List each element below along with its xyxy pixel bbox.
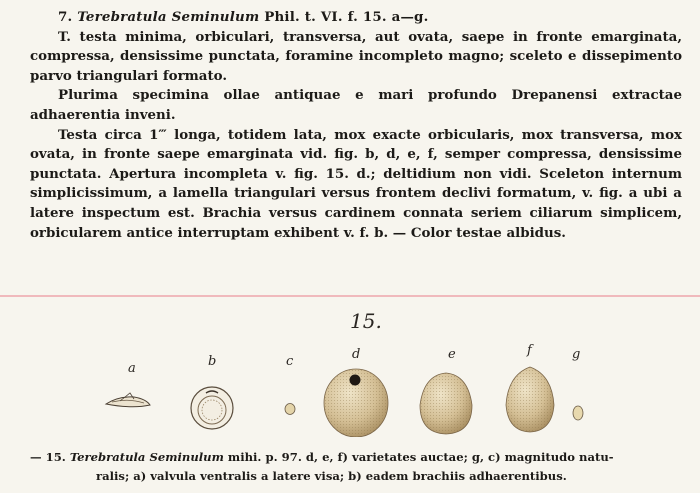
figure-letter-a: a xyxy=(128,361,136,376)
figure-letter-e: e xyxy=(448,347,456,362)
shell-figure-f xyxy=(506,367,554,432)
caption-number: 15. xyxy=(45,450,66,464)
shell-figure-a xyxy=(106,393,150,407)
heading-species: Terebratula Seminulum xyxy=(77,9,260,25)
caption-dash: — xyxy=(30,450,42,464)
caption-line-2: ralis; a) valvula ventralis a latere visa; b) eadem brachiis adhaerentibus. xyxy=(96,469,567,483)
plate-number: 15. xyxy=(350,309,382,333)
diagnosis-paragraph: T. testa minima, orbiculari, transversa, aut ovata, saepe in fronte emarginata, compressa, densissime punctata, foramine incompleto magno; sceleto e dissepimento parvo triangulari formato. xyxy=(30,28,682,84)
figure-letter-d: d xyxy=(352,347,361,362)
description-paragraph: Testa circa 1‴ longa, totidem lata, mox exacte orbicularis, mox transversa, mox ovata, in fronte saepe emarginata vid. fig. b, d, e, f, semper compressa, densissime punctata. Apertura incompleta v. fig. 15. d.; deltidium non vidi. Sceleton internum simplicissimum, a lamella triangulari versus frontem declivi formatum, v. fig. a ubi a latere inspectum est. Brachia versus cardinem connata seriem ciliarum simplicem, orbicularem antice interruptam exhibent v. f. b. — Color testae albidus. xyxy=(30,126,682,241)
species-heading xyxy=(30,8,682,28)
habitat-paragraph: Plurima specimina ollae antiquae e mari profundo Drepanensi extractae adhaerentia inveni. xyxy=(30,87,682,123)
shell-figure-g xyxy=(573,406,583,420)
figure-letter-g: g xyxy=(572,347,581,362)
shell-figures xyxy=(0,297,700,437)
figure-letter-c: c xyxy=(286,354,294,369)
illustration-plate xyxy=(0,297,700,437)
shell-figure-e xyxy=(420,373,472,434)
plate-caption xyxy=(30,448,670,486)
shell-figure-d xyxy=(324,369,388,437)
text-block xyxy=(30,8,682,243)
heading-reference: Phil. t. VI. f. 15. a—g. xyxy=(264,9,429,25)
caption-species: Terebratula Seminulum xyxy=(69,450,224,464)
shell-figure-b xyxy=(191,387,233,429)
heading-number: 7. xyxy=(58,9,73,25)
figure-letter-f: f xyxy=(527,343,532,358)
caption-line-1 xyxy=(30,448,670,467)
caption-line-1-rest: mihi. p. 97. d, e, f) varietates auctae; g, c) magnitudo natu- xyxy=(227,450,614,464)
shell-figure-c xyxy=(285,404,295,415)
figure-letter-b: b xyxy=(208,354,217,369)
